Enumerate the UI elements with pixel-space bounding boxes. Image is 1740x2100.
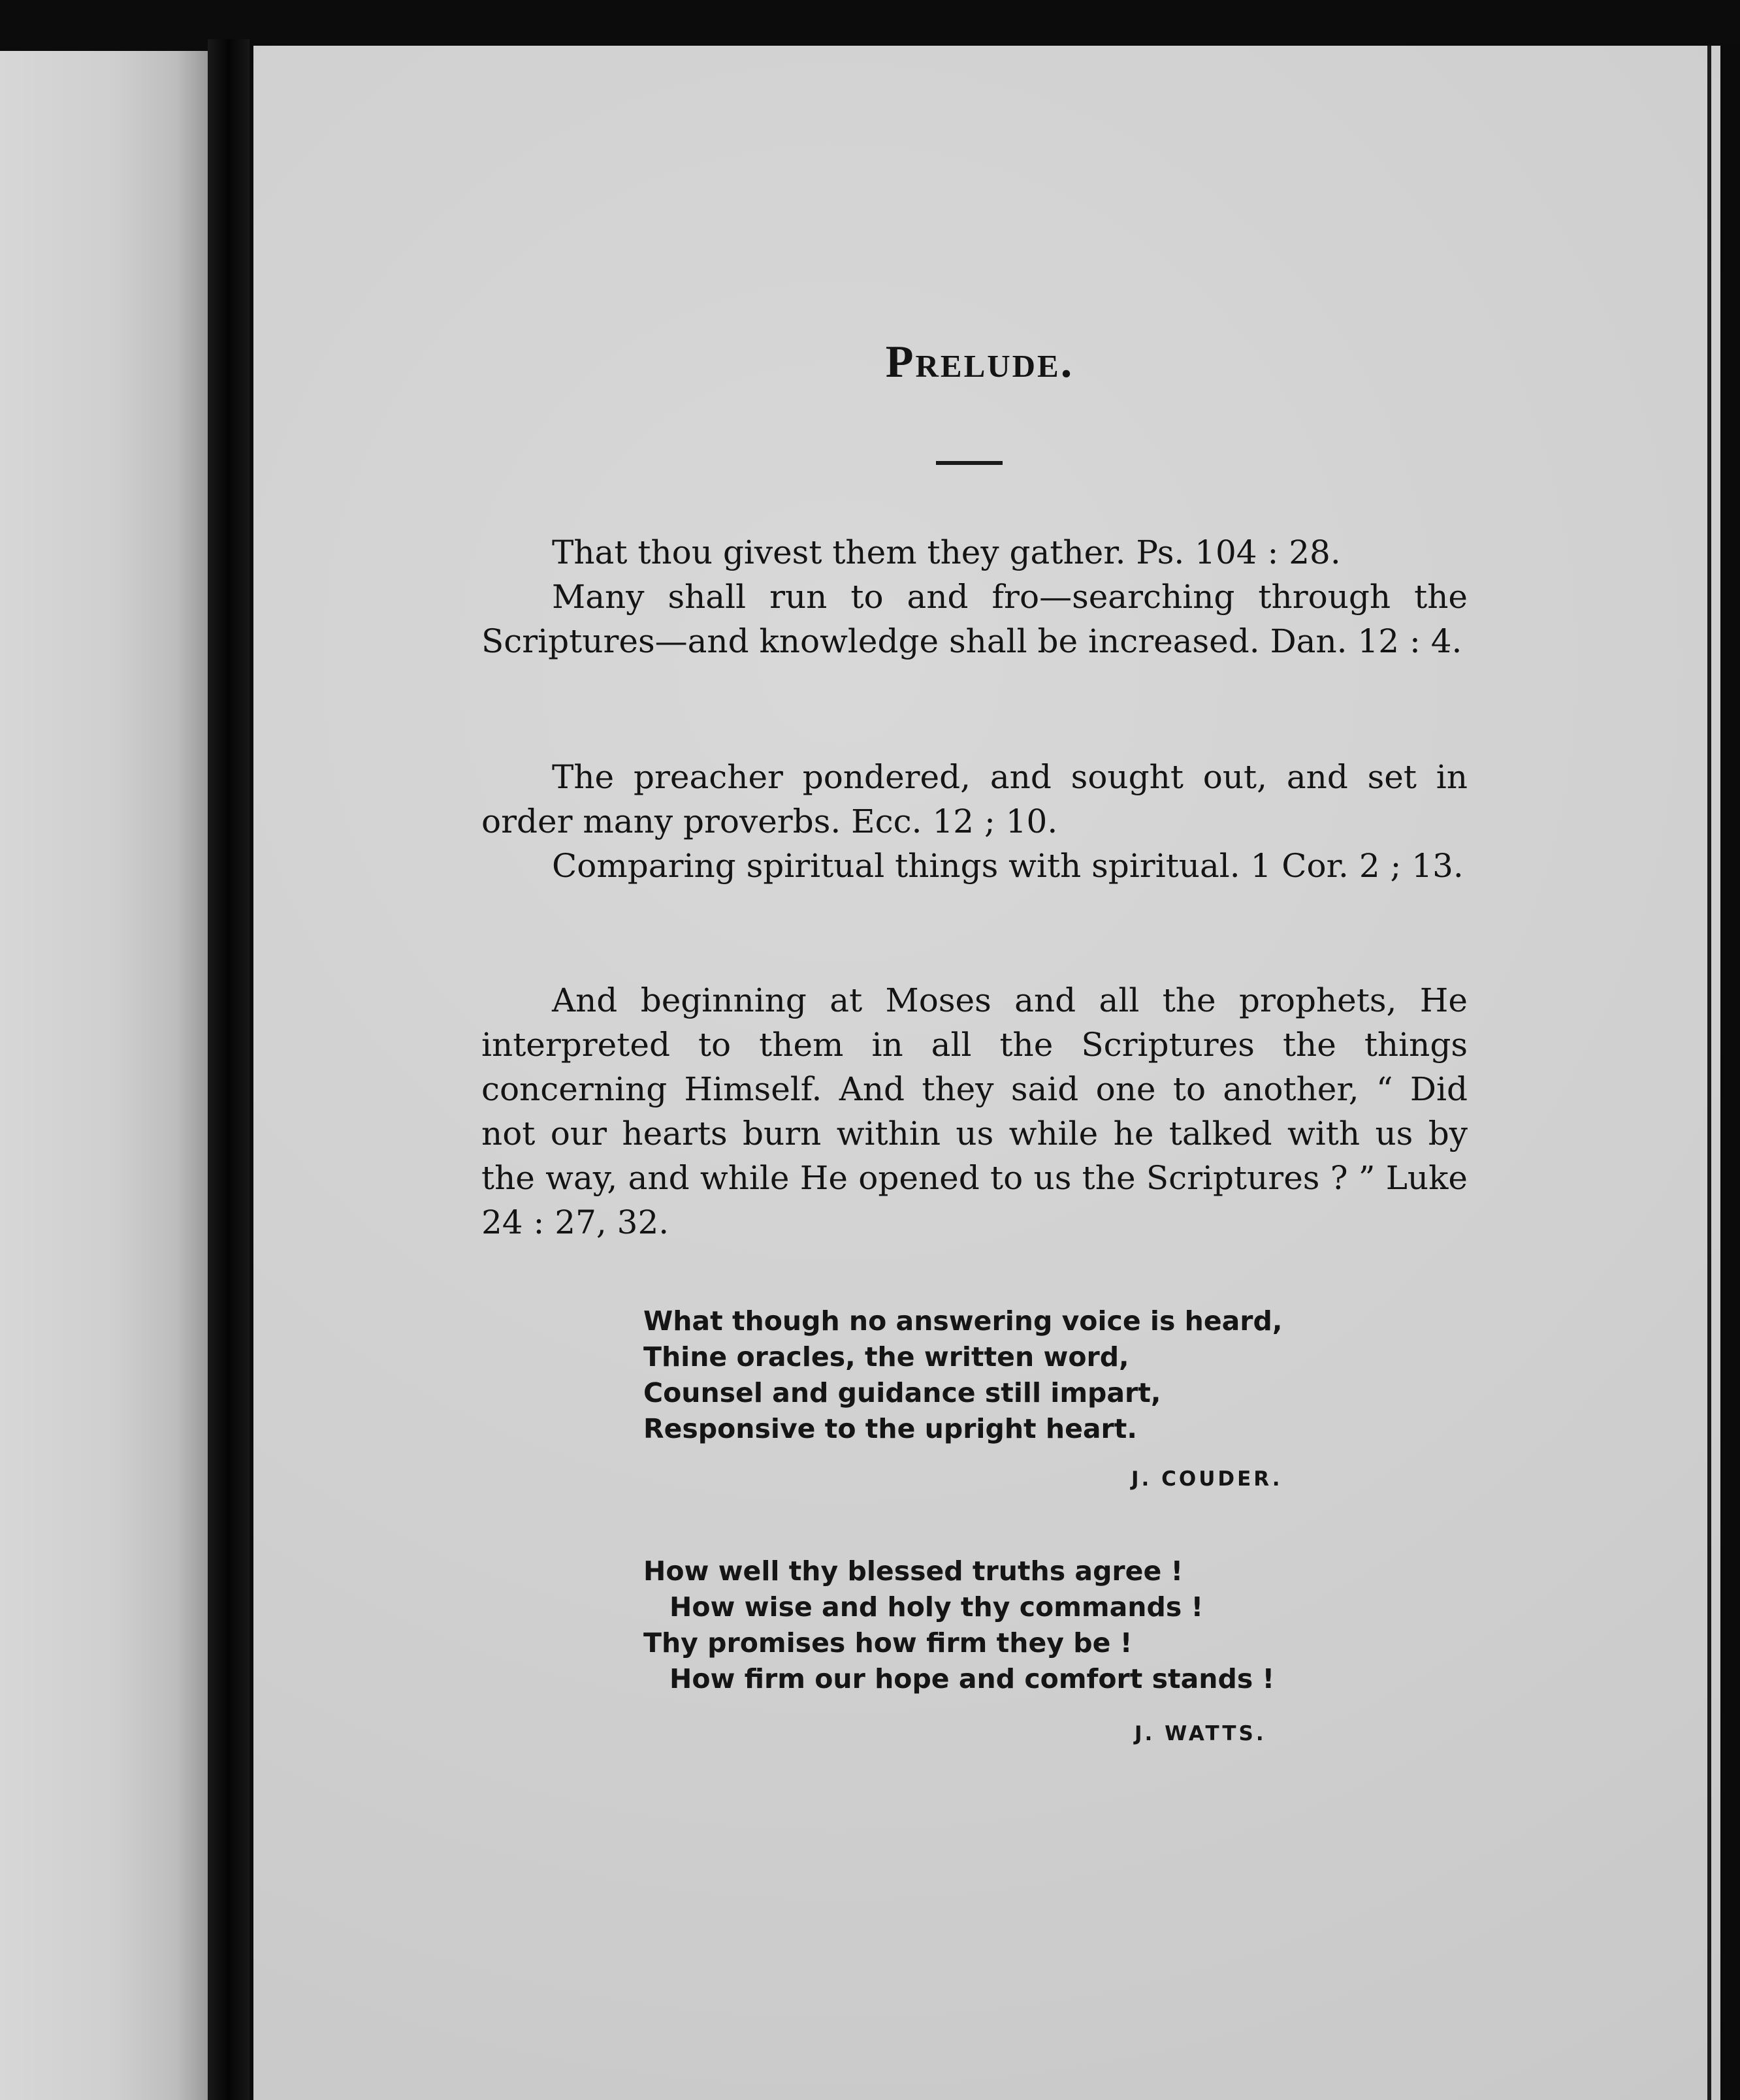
scripture-block-2 (481, 755, 1468, 888)
poem-stanza-1 (643, 1303, 1329, 1447)
poem-author: J. WATTS. (1135, 1722, 1266, 1745)
page-edge-line (1707, 46, 1711, 2100)
scripture-block-3 (481, 978, 1468, 1245)
poem-line: Responsive to the upright heart. (643, 1413, 1137, 1444)
facing-page-edge (0, 51, 208, 2100)
poem-line: Thy promises how firm they be ! (643, 1627, 1133, 1659)
poem-author: J. COUDER. (1131, 1467, 1283, 1491)
poem-line: How wise and holy thy commands ! (669, 1591, 1204, 1623)
book-spine (208, 39, 250, 2100)
poem-line: Counsel and guidance still impart, (643, 1377, 1161, 1408)
scan-right-border (1720, 46, 1740, 2100)
poem-line: How well thy blessed truths agree ! (643, 1555, 1184, 1587)
verse-paragraph: That thou givest them they gather. Ps. 104 : 28. (552, 533, 1341, 571)
verse-paragraph: Comparing spiritual things with spiritual. 1 Cor. 2 ; 13. (552, 847, 1464, 885)
title-rule (936, 461, 1003, 465)
poem-line: What though no answering voice is heard, (643, 1305, 1283, 1337)
verse-paragraph: And beginning at Moses and all the prophets, He interpreted to them in all the Scriptures the things concerning Himself. And they said one to another, “ Did not our hearts burn within us while he talked with us by the way, and while He opened to us the Scriptures ? ” Luke 24 : 27, 32. (481, 981, 1468, 1241)
verse-paragraph: Many shall run to and fro—searching through the Scriptures—and knowledge shall be increased. Dan. 12 : 4. (481, 578, 1468, 660)
scripture-block-1 (481, 530, 1468, 663)
poem-line: Thine oracles, the written word, (643, 1341, 1129, 1373)
verse-paragraph: The preacher pondered, and sought out, and set in order many proverbs. Ecc. 12 ; 10. (481, 758, 1468, 840)
poem-line: How firm our hope and comfort stands ! (669, 1663, 1275, 1694)
page-title: Prelude. (885, 337, 1074, 387)
poem-stanza-2 (643, 1553, 1329, 1697)
